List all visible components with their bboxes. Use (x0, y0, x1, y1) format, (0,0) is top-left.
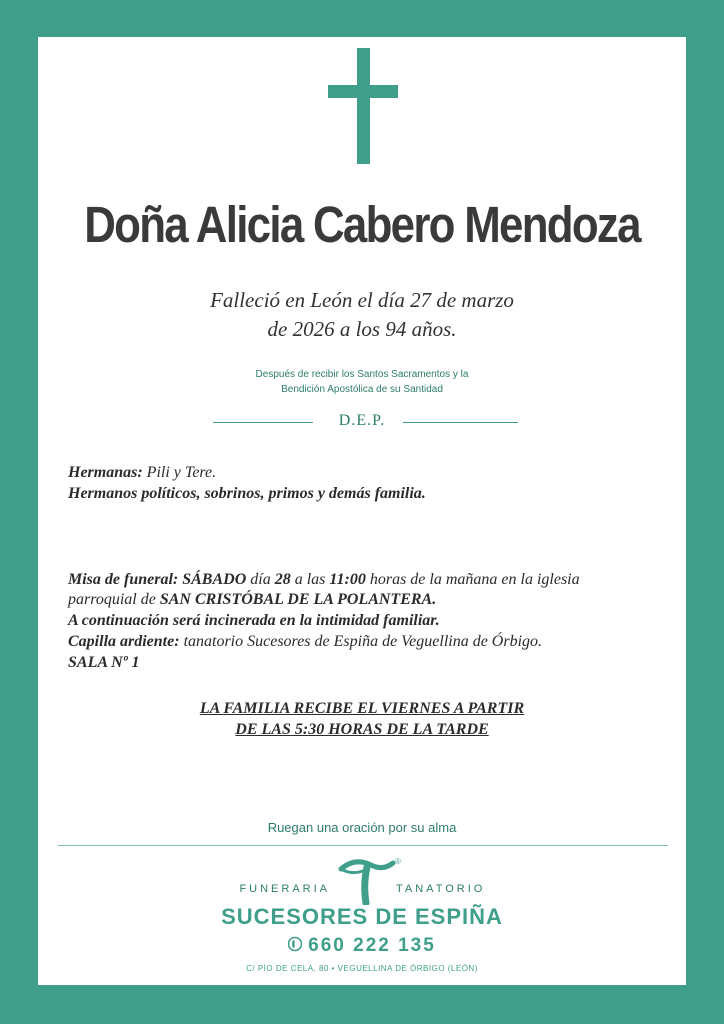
sacraments-line-2: Bendición Apostólica de su Santidad (281, 384, 443, 395)
room-line (68, 653, 668, 673)
sacraments-line-1: Después de recibir los Santos Sacramentos y la (255, 369, 469, 380)
mass-label: Misa de funeral: (68, 571, 179, 588)
reception-line-1: LA FAMILIA RECIBE EL VIERNES A PARTIR (199, 700, 525, 717)
phone-row (38, 935, 686, 957)
siblings-line (68, 463, 668, 483)
siblings-label: Hermanas: (68, 464, 143, 481)
phone-number: 660 222 135 (308, 935, 436, 956)
funeral-logo-icon (333, 855, 403, 905)
dep-row (38, 410, 686, 434)
cremation-text: A continuación será incinerada en la intimidad familiar. (68, 612, 440, 629)
reception-line-2: DE LAS 5:30 HORAS DE LA TARDE (235, 721, 489, 738)
mass-line (68, 570, 668, 590)
registered-mark: ® (395, 857, 401, 866)
other-family-line (68, 484, 668, 504)
mass-text-4: parroquial de (68, 591, 156, 608)
church-name: SAN CRISTÓBAL DE LA POLANTERA. (159, 591, 437, 608)
church-line (68, 590, 668, 610)
mass-day: SÁBADO (182, 571, 247, 588)
mass-time: 11:00 (329, 571, 366, 588)
mass-text-2: a las (294, 571, 326, 588)
other-family: Hermanos políticos, sobrinos, primos y demás familia. (68, 485, 426, 502)
death-notice-line-1: Falleció en León el día 27 de marzo (210, 288, 514, 312)
death-notice-line-2: de 2026 a los 94 años. (267, 317, 457, 341)
cross-icon (328, 48, 398, 164)
cremation-line (68, 611, 668, 631)
mass-date: 28 (274, 571, 291, 588)
footer-divider (58, 845, 668, 846)
mass-text-1: día (250, 571, 271, 588)
chapel-value: tanatorio Sucesores de Espiña de Veguellina de Órbigo. (183, 633, 543, 650)
room-number: SALA Nº 1 (68, 654, 140, 671)
mass-text-3: horas de la mañana en la iglesia (369, 571, 580, 588)
obituary-sheet (38, 37, 686, 985)
prayer-request: Ruegan una oración por su alma (267, 820, 457, 835)
deceased-name: Doña Alicia Cabero Mendoza (84, 196, 640, 253)
company-address: C/ PÍO DE CELA, 80 • VEGUELLINA DE ÓRBIGO (LEÓN) (246, 964, 478, 973)
tanatorio-label: TANATORIO (396, 883, 486, 895)
chapel-line (68, 632, 668, 652)
dep-line-right (403, 422, 518, 423)
siblings-value: Pili y Tere. (146, 464, 217, 481)
company-name: SUCESORES DE ESPIÑA (221, 904, 503, 929)
dep-text: D.E.P. (338, 412, 386, 429)
funeraria-label: FUNERARIA (239, 883, 330, 895)
phone-icon (288, 936, 302, 952)
chapel-label: Capilla ardiente: (68, 633, 180, 650)
